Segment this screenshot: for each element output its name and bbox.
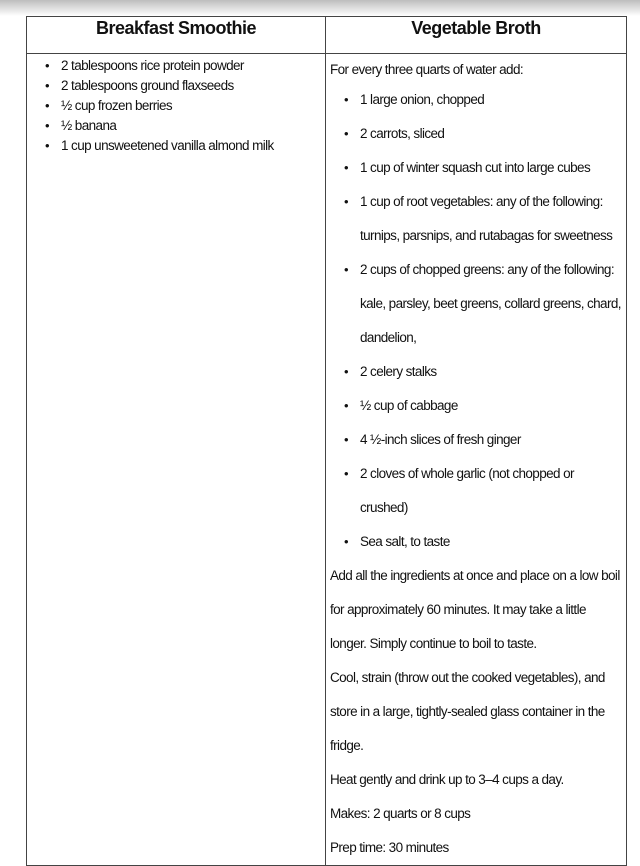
instruction-paragraph: Cool, strain (throw out the cooked vegetables), and store in a large, tightly-sealed glass container in the fridge.	[330, 670, 605, 753]
header-vegetable-broth: Vegetable Broth	[326, 17, 627, 54]
smoothie-ingredient-list	[31, 56, 321, 156]
prep-time-line: Prep time: 30 minutes	[330, 840, 449, 855]
content-row	[27, 54, 627, 866]
list-item: • 2 carrots, sliced	[360, 117, 622, 151]
broth-ingredient-list	[330, 83, 622, 559]
yield-line: Makes: 2 quarts or 8 cups	[330, 806, 471, 821]
list-item: • 2 celery stalks	[360, 355, 622, 389]
recipe-table	[26, 16, 627, 866]
list-item: • ½ cup of cabbage	[360, 389, 622, 423]
list-item: • 2 tablespoons rice protein powder	[61, 56, 321, 76]
instruction-paragraph: Heat gently and drink up to 3–4 cups a day.	[330, 772, 564, 787]
list-item: • 4 ½-inch slices of fresh ginger	[360, 423, 622, 457]
broth-intro: For every three quarts of water add:	[330, 62, 524, 77]
list-item: • 1 large onion, chopped	[360, 83, 622, 117]
list-item: • 1 cup of root vegetables: any of the following: turnips, parsnips, and rutabagas for sweetness	[360, 185, 622, 253]
instruction-paragraph: Add all the ingredients at once and place on a low boil for approximately 60 minutes. It may take a little longer. Simply continue to boil to taste.	[330, 568, 620, 651]
header-row	[27, 17, 627, 54]
list-item: • 2 tablespoons ground flaxseeds	[61, 76, 321, 96]
top-shadow	[0, 0, 640, 16]
header-breakfast-smoothie: Breakfast Smoothie	[27, 17, 326, 54]
broth-cell	[326, 54, 627, 866]
list-item: • 1 cup unsweetened vanilla almond milk	[61, 136, 321, 156]
list-item: • ½ cup frozen berries	[61, 96, 321, 116]
smoothie-cell	[27, 54, 326, 866]
list-item: • 2 cloves of whole garlic (not chopped or crushed)	[360, 457, 622, 525]
list-item: • 1 cup of winter squash cut into large cubes	[360, 151, 622, 185]
list-item: • 2 cups of chopped greens: any of the following: kale, parsley, beet greens, collard greens, chard, dandelion,	[360, 253, 622, 355]
list-item: • Sea salt, to taste	[360, 525, 622, 559]
list-item: • ½ banana	[61, 116, 321, 136]
